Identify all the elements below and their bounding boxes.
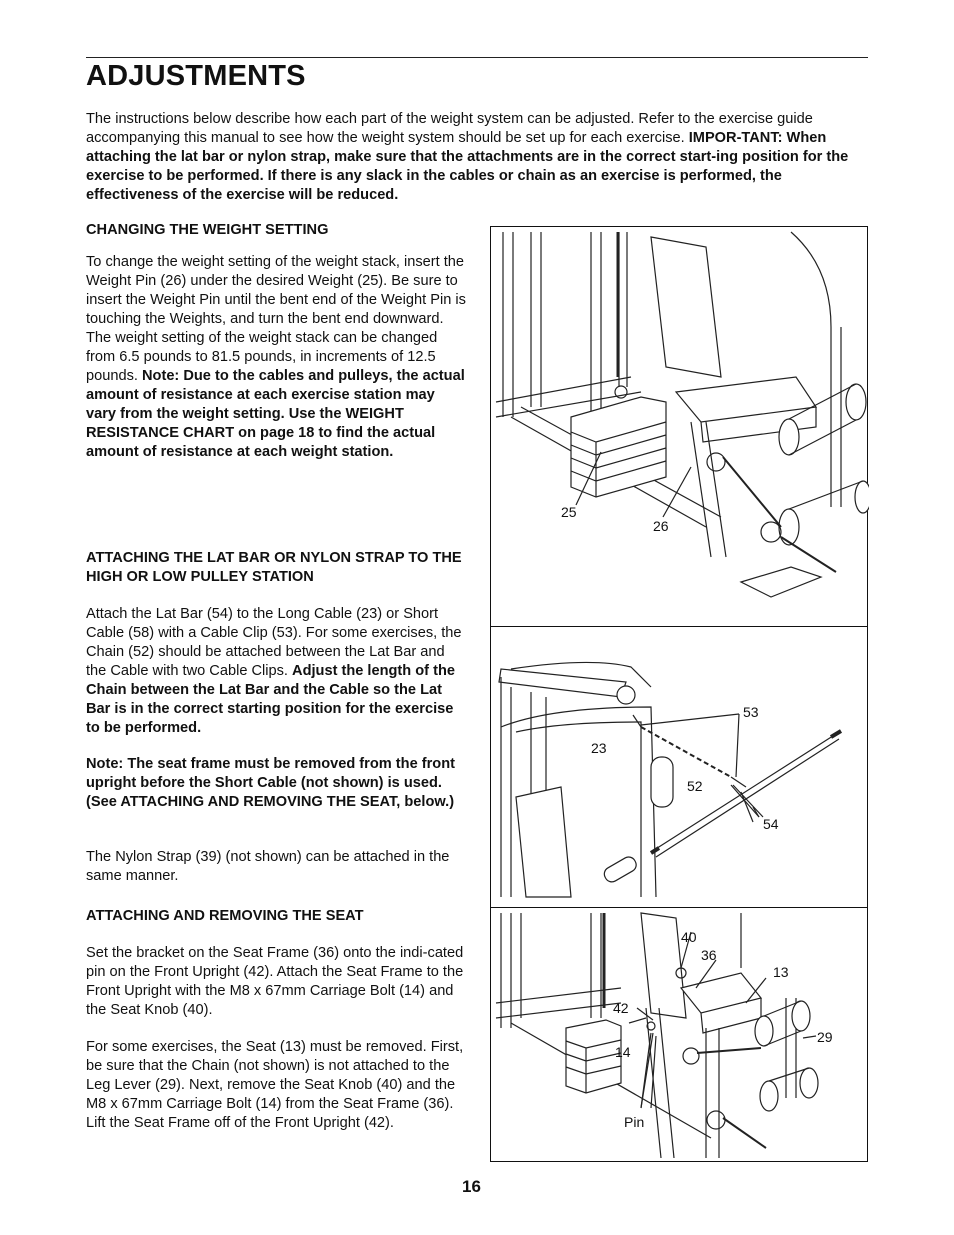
lat-bar-adjust-note: Adjust the length of the Chain between the Lat Bar and the Cable so the Lat Bar is in the correct starting position for the exercise to be performed. (86, 663, 455, 736)
intro-text: The instructions below describe how each part of the weight system can be adjusted. Refer to the exercise guide accompanying this manual to see how the weight system should be set up for each exercise. (86, 111, 813, 146)
lat-bar-figure (490, 626, 868, 908)
weight-setting-paragraph (86, 253, 466, 462)
label-29: 29 (817, 1029, 833, 1045)
label-40: 40 (681, 929, 697, 945)
seat-remove-paragraph: For some exercises, the Seat (13) must be removed. First, be sure that the Chain (not shown) is not attached to the Leg Lever (29). Next, remove the Seat Knob (40) and the M8 x 67mm Carriage Bolt (14) from the Seat Frame (36). Lift the Seat Frame off of the Front Upright (42). (86, 1039, 464, 1131)
label-54: 54 (763, 816, 779, 832)
lat-bar-text: Attach the Lat Bar (54) to the Long Cable (23) or Short Cable (58) with a Cable Clip (53). For some exercises, the Chain (52) should be attached between the Lat Bar and the Cable with two Cable Clips. (86, 606, 462, 679)
weight-setting-heading: CHANGING THE WEIGHT SETTING (86, 222, 329, 238)
weight-setting-text: To change the weight setting of the weight stack, insert the Weight Pin (26) under the desired Weight (25). Be sure to insert the Weight Pin until the bent end of the Weight Pin is touching the Weights, and turn the bent end downward. The weight setting of the weight stack can be changed from 6.5 pounds to 81.5 pounds, in increments of 12.5 pounds. (86, 254, 466, 384)
nylon-strap-note: The Nylon Strap (39) (not shown) can be attached in the same manner. (86, 849, 450, 884)
weight-stack-drawing (491, 227, 869, 628)
lat-bar-paragraph (86, 605, 466, 738)
weight-stack-figure (490, 226, 868, 627)
seat-frame-note: Note: The seat frame must be removed from the front upright before the Short Cable (not shown) is used. (See ATTACHING AND REMOVING THE SEAT, below.) (86, 756, 455, 810)
label-23: 23 (591, 740, 607, 756)
label-42: 42 (613, 1000, 629, 1016)
seat-figure (490, 907, 868, 1162)
seat-drawing (491, 908, 869, 1163)
label-53: 53 (743, 704, 759, 720)
page-title: ADJUSTMENTS (86, 60, 306, 92)
intro-important: IMPOR-TANT: When attaching the lat bar or nylon strap, make sure that the attachments are in the correct start-ing position for the exercise to be performed. If there is any slack in the cables or chain as an exercise is performed, the effectiveness of the exercise will be reduced. (86, 130, 849, 203)
top-rule (86, 57, 868, 58)
lat-bar-heading: ATTACHING THE LAT BAR OR NYLON STRAP TO THE HIGH OR LOW PULLEY STATION (86, 550, 462, 585)
weight-setting-note: Note: Due to the cables and pulleys, the actual amount of resistance at each exercise station may vary from the weight setting. Use the WEIGHT RESISTANCE CHART on page 18 to find the actual amount of resistance at each weight station. (86, 368, 465, 460)
label-52: 52 (687, 778, 703, 794)
label-13: 13 (773, 964, 789, 980)
seat-attach-paragraph: Set the bracket on the Seat Frame (36) onto the indi-cated pin on the Front Upright (42). Attach the Seat Frame to the Front Upright with the M8 x 67mm Carriage Bolt (14) and the Seat Knob (40). (86, 945, 464, 1018)
label-26: 26 (653, 518, 669, 534)
label-pin: Pin (624, 1114, 645, 1130)
label-36: 36 (701, 947, 717, 963)
lat-bar-drawing (491, 627, 869, 909)
page-number: 16 (462, 1177, 481, 1196)
seat-heading: ATTACHING AND REMOVING THE SEAT (86, 908, 364, 924)
label-25: 25 (561, 504, 577, 520)
intro-paragraph (86, 110, 866, 205)
label-14: 14 (615, 1044, 631, 1060)
